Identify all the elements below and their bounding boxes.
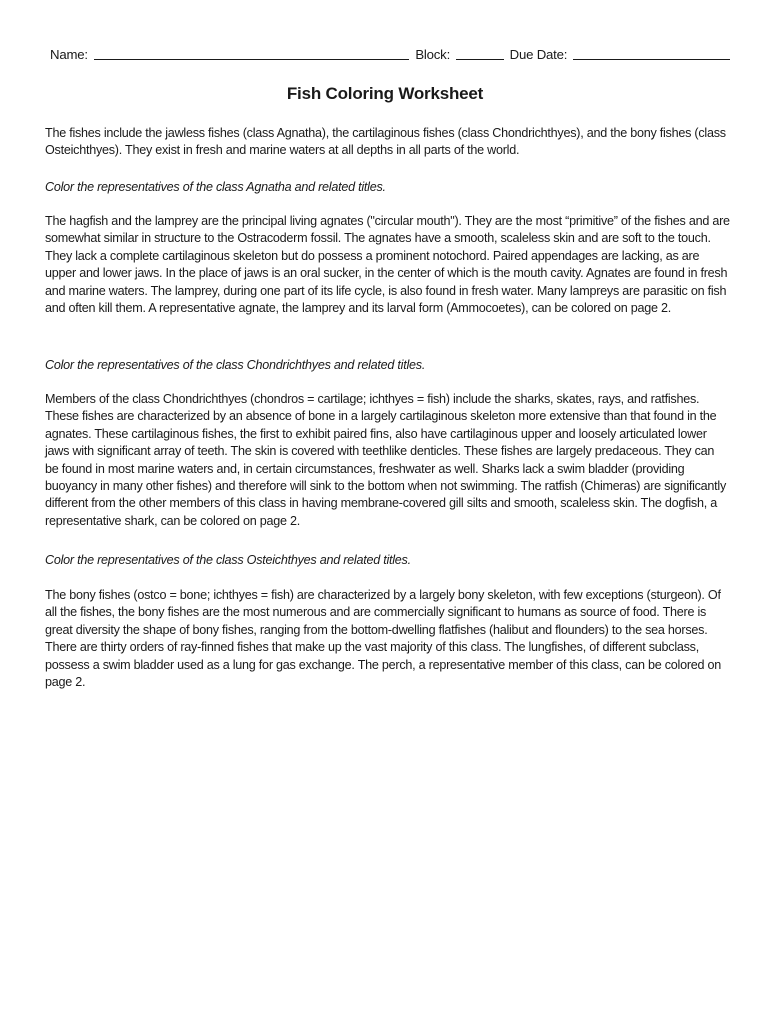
osteichthyes-paragraph: The bony fishes (ostco = bone; ichthyes = fish) are characterized by a largely bony skeleton, with few exceptions (sturgeon). Of all the fishes, the bony fishes are the most numerous and are commercially significant to humans as source of food. There is great diversity the shape of bony fishes, ranging from the bottom-dwelling flatfishes (halibut and flounders) to the sea horses. There are thirty orders of ray-finned fishes that make up the vast majority of this class. The lungfishes, of different subclass, possess a swim bladder used as a lung for gas exchange. The perch, a representative member of this class, can be colored on page 2. <box>45 588 722 690</box>
due-date-label: Due Date: <box>509 47 568 62</box>
student-info-header <box>50 47 730 62</box>
name-label: Name: <box>50 47 88 62</box>
chondrichthyes-instruction: Color the representatives of the class Chondrichthyes and related titles. <box>45 358 426 372</box>
name-blank <box>94 47 409 60</box>
osteichthyes-instruction: Color the representatives of the class Osteichthyes and related titles. <box>45 553 411 567</box>
chondrichthyes-paragraph: Members of the class Chondrichthyes (chondros = cartilage; ichthyes = fish) include the sharks, skates, rays, and ratfishes. These fishes are characterized by an absence of bone in a largely cartilaginous skeleton more extensive than that found in the agnates. These cartilaginous fishes, the first to exhibit paired fins, also have cartilaginous upper and loosely articulated lower jaws with significant array of teeth. The skin is covered with teethlike denticles. These fishes are largely predaceous. They can be found in most marine waters and, in certain circumstances, freshwater as well. Sharks lack a swim bladder (providing buoyancy in many other fishes) and therefore will sink to the bottom when not swimming. The ratfish (Chimeras) are significantly different from the other members of this class in having membrane-covered gill silts and smooth, scaleless skin. The dogfish, a representative shark, can be colored on page 2. <box>45 392 727 528</box>
due-date-blank <box>573 47 730 60</box>
block-blank <box>456 47 504 60</box>
block-label: Block: <box>415 47 451 62</box>
agnatha-paragraph: The hagfish and the lamprey are the principal living agnates ("circular mouth"). They are the most “primitive” of the fishes and are somewhat similar in structure to the Ostracoderm fossil. The agnates have a smooth, scaleless skin and are soft to the touch. They lack a complete cartilaginous skeleton but do possess a prominent notochord. Paired appendages are lacking, as are upper and lower jaws. In the place of jaws is an oral sucker, in the center of which is the mouth cavity. Agnates are found in fresh and marine waters. The lamprey, during one part of its life cycle, is also found in fresh water. Many lampreys are parasitic on fish and often kill them. A representative agnate, the lamprey and its larval form (Ammocoetes), can be colored on page 2. <box>45 214 730 316</box>
agnatha-instruction: Color the representatives of the class Agnatha and related titles. <box>45 180 386 194</box>
page-title: Fish Coloring Worksheet <box>286 84 484 103</box>
intro-paragraph: The fishes include the jawless fishes (class Agnatha), the cartilaginous fishes (class Chondrichthyes), and the bony fishes (class Osteichthyes). They exist in fresh and marine waters at all depths in all parts of the world. <box>45 126 726 158</box>
